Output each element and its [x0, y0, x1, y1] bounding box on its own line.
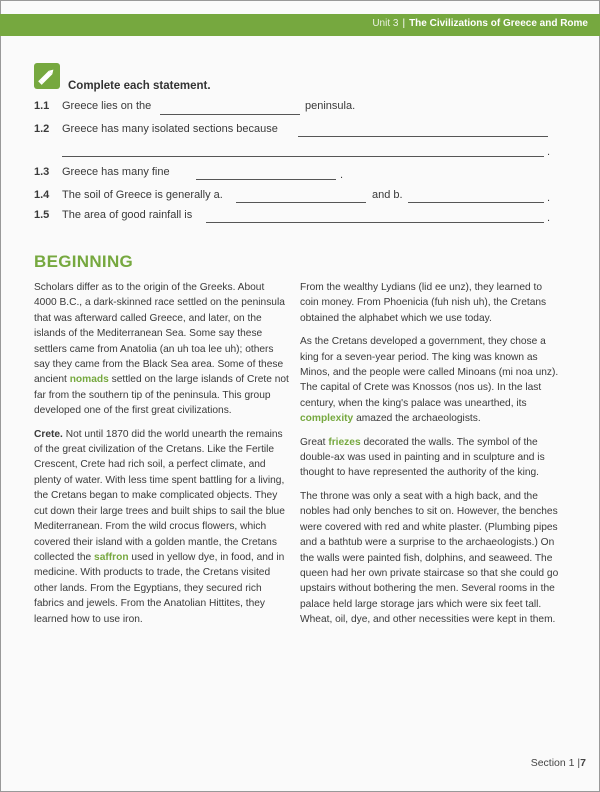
instruction: Complete each statement.: [68, 80, 211, 92]
paragraph-text: Great: [300, 436, 326, 448]
question-after-text: peninsula.: [305, 100, 356, 112]
question-1-5: [34, 209, 192, 221]
right-column: [300, 280, 560, 636]
question-number: 1.1: [34, 100, 50, 112]
paragraph-text: used in yellow dye, in food, and in medicine. With products to trade, the Cretans visited other lands. From the Egyptians, they secured rich fabrics and jewels. From the Anatolian Hittites, they learned how to use iron.: [34, 551, 285, 625]
answer-blank-1-5[interactable]: [206, 222, 544, 223]
question-mid-text: and b.: [372, 189, 403, 201]
answer-blank-1-4b[interactable]: [408, 202, 544, 203]
page-footer: Section 1 |7: [530, 757, 586, 769]
footer-section: Section 1: [530, 757, 575, 769]
vocab-word: friezes: [328, 436, 361, 448]
question-text: Greece has many fine: [62, 166, 170, 178]
paragraph-text: amazed the archaeologists.: [356, 413, 481, 425]
paragraph: [34, 280, 289, 419]
paragraph-lead: Crete.: [34, 428, 63, 440]
paragraph-text: Scholars differ as to the origin of the Greeks. About 4000 B.C., a dark-skinned race settled on the peninsula that was afterward called Greece, and later, on the islands of the Mediterranean Sea. Some say these settlers came from Anatolia (an uh toa lee uh); others say they came from the Black Sea area. Some of these ancient: [34, 282, 285, 386]
period: .: [547, 192, 551, 204]
answer-blank-1-1[interactable]: [160, 114, 300, 115]
period: .: [340, 169, 344, 181]
answer-blank-1-4a[interactable]: [236, 202, 366, 203]
section-heading: BEGINNING: [34, 252, 134, 271]
question-text: Greece has many isolated sections because: [62, 123, 278, 135]
question-1-2: [34, 123, 278, 135]
paragraph: [300, 280, 560, 326]
paragraph-text: The throne was only a seat with a high back, and the nobles had only benches to sit on. However, the benches were covered with red and white plaster. (Plumbing pipes and a bathtub were a surprise to the archaeologists.) On the walls were painted fish, dolphins, and seaweed. The queen had her own private staircase so that she could go upstairs without bothering the men. Several rooms in the palace held large storage jars which were six feet tall. Wheat, oil, dye, and other necessities were kept in them.: [300, 490, 559, 626]
answer-blank-1-2a[interactable]: [298, 136, 548, 137]
vocab-word: saffron: [94, 551, 129, 563]
question-number: 1.3: [34, 166, 50, 178]
period: .: [547, 212, 551, 224]
question-number: 1.2: [34, 123, 50, 135]
paragraph-text: decorated the walls. The symbol of the double-ax was used in painting and in sculpture and is thought to have represented the authority of the king.: [300, 436, 545, 479]
paragraph: [300, 489, 560, 628]
paragraph-text: settled on the large islands of Crete not far from the southern tip of the peninsula. This group developed one of the first great civilizations.: [34, 374, 289, 417]
page-number: 7: [580, 757, 586, 769]
question-1-4: [34, 189, 223, 201]
paragraph-text: From the wealthy Lydians (lid ee unz), they learned to coin money. From Phoenicia (fuh nish uh), the Cretans obtained the alphabet which we use today.: [300, 282, 547, 324]
answer-blank-1-3[interactable]: [196, 179, 336, 180]
header-text: [372, 18, 588, 29]
paragraph-text: As the Cretans developed a government, they chose a king for a seven-year period. The king was known as Minos, and the people were called Minoans (mi noa unz). The capital of Crete was Knossos (nos us). In the last century, when the king's palace was unearthed, its: [300, 336, 559, 409]
pencil-icon: [34, 63, 60, 89]
left-column: [34, 280, 289, 635]
header-title: The Civilizations of Greece and Rome: [409, 18, 588, 29]
paragraph: [300, 334, 560, 426]
period: .: [547, 146, 551, 158]
question-text: The area of good rainfall is: [62, 209, 193, 221]
question-text: Greece lies on the: [62, 100, 152, 112]
question-number: 1.5: [34, 209, 50, 221]
question-text: The soil of Greece is generally a.: [62, 189, 223, 201]
paragraph: [34, 427, 289, 627]
header-separator: |: [402, 18, 406, 29]
header-bar: [0, 14, 600, 36]
question-1-1: [34, 100, 151, 112]
question-1-3: [34, 166, 170, 178]
vocab-word: nomads: [69, 374, 109, 386]
question-number: 1.4: [34, 189, 50, 201]
header-unit: Unit 3: [372, 18, 399, 29]
paragraph-text: Not until 1870 did the world unearth the remains of the great civilization of the Cretans. Like the Fertile Crescent, Crete had rich soil, a perfect climate, and plenty of water. With less time spent battling for a living, the Cretans began to make complicated objects. They cut down their large trees and built ships to sail the blue Mediterranean. From the wild crocus flowers, which covered their island with a golden mantle, the Cretans collected the: [34, 428, 285, 563]
answer-blank-1-2b[interactable]: [62, 156, 544, 157]
vocab-word: complexity: [300, 413, 354, 425]
paragraph: [300, 435, 560, 481]
